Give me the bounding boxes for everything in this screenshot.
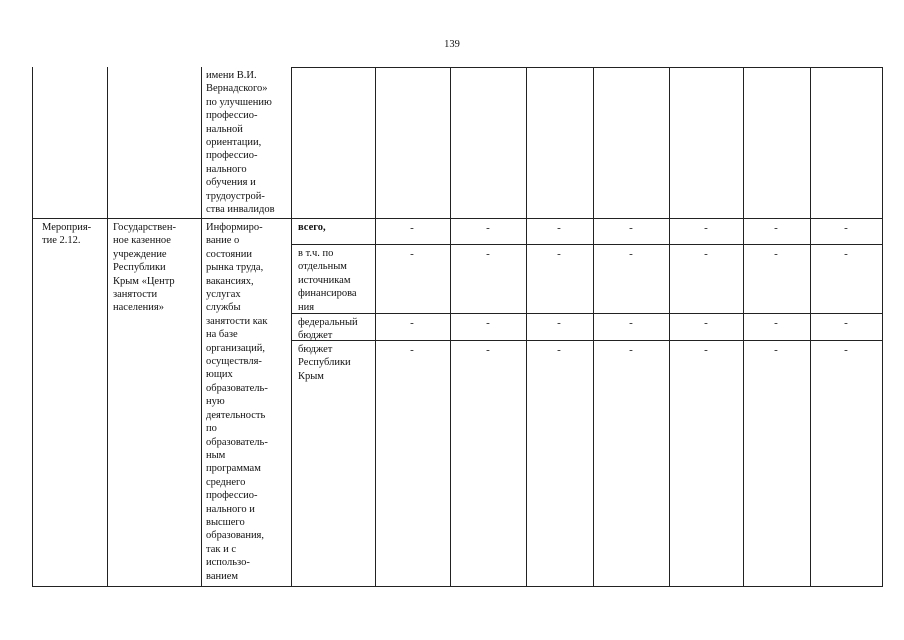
funding-label-by-source: в т.ч. по отдельным источникам финансирова ния: [298, 248, 357, 313]
value-cell: -: [844, 222, 848, 234]
value-cell: -: [844, 344, 848, 356]
funding-table: [32, 67, 883, 587]
funding-label-federal: федеральный бюджет: [298, 317, 358, 342]
row-divider: [291, 340, 882, 341]
activity-executor: Государствен- ное казенное учреждение Республики Крым «Центр занятости населения»: [113, 222, 176, 314]
value-cell: -: [410, 248, 414, 260]
column-divider: [593, 67, 594, 586]
value-cell: -: [557, 248, 561, 260]
value-cell: -: [774, 222, 778, 234]
value-cell: -: [844, 317, 848, 329]
column-divider: [669, 67, 670, 586]
column-divider: [450, 67, 451, 586]
value-cell: -: [486, 317, 490, 329]
value-cell: -: [410, 222, 414, 234]
value-cell: -: [629, 248, 633, 260]
row-divider: [291, 67, 882, 68]
value-cell: -: [410, 317, 414, 329]
value-cell: -: [557, 222, 561, 234]
value-cell: -: [486, 222, 490, 234]
row-divider: [33, 218, 882, 219]
value-cell: -: [629, 222, 633, 234]
activity-number: Мероприя- тие 2.12.: [42, 222, 92, 247]
column-divider: [526, 67, 527, 586]
funding-label-crimea: бюджет Республики Крым: [298, 344, 351, 382]
column-divider: [743, 67, 744, 586]
value-cell: -: [844, 248, 848, 260]
value-cell: -: [704, 222, 708, 234]
value-cell: -: [410, 344, 414, 356]
column-divider: [810, 67, 811, 586]
value-cell: -: [629, 317, 633, 329]
value-cell: -: [774, 248, 778, 260]
column-divider: [375, 67, 376, 586]
page-number: 139: [444, 39, 460, 50]
value-cell: -: [704, 344, 708, 356]
value-cell: -: [486, 344, 490, 356]
value-cell: -: [486, 248, 490, 260]
activity-description: Информиро- вание о состоянии рынка труда, вакансиях, услугах службы занятости как на базе организаций, осуществля- ющих образователь- ную деятельность по образователь- ным программам среднего профессио- нального и высшего образования, так и с использо- ванием: [206, 222, 268, 582]
column-divider: [107, 67, 108, 586]
funding-label-total: всего,: [298, 222, 326, 233]
value-cell: -: [629, 344, 633, 356]
value-cell: -: [704, 248, 708, 260]
column-divider: [201, 67, 202, 586]
row-divider: [291, 313, 882, 314]
value-cell: -: [557, 344, 561, 356]
value-cell: -: [774, 344, 778, 356]
value-cell: -: [774, 317, 778, 329]
continuation-description: имени В.И. Вернадского» по улучшению профессио- нальной ориентации, профессио- нального обучения и трудоустрой- ства инвалидов: [206, 70, 275, 216]
value-cell: -: [704, 317, 708, 329]
value-cell: -: [557, 317, 561, 329]
column-divider: [291, 67, 292, 586]
row-divider: [291, 244, 882, 245]
